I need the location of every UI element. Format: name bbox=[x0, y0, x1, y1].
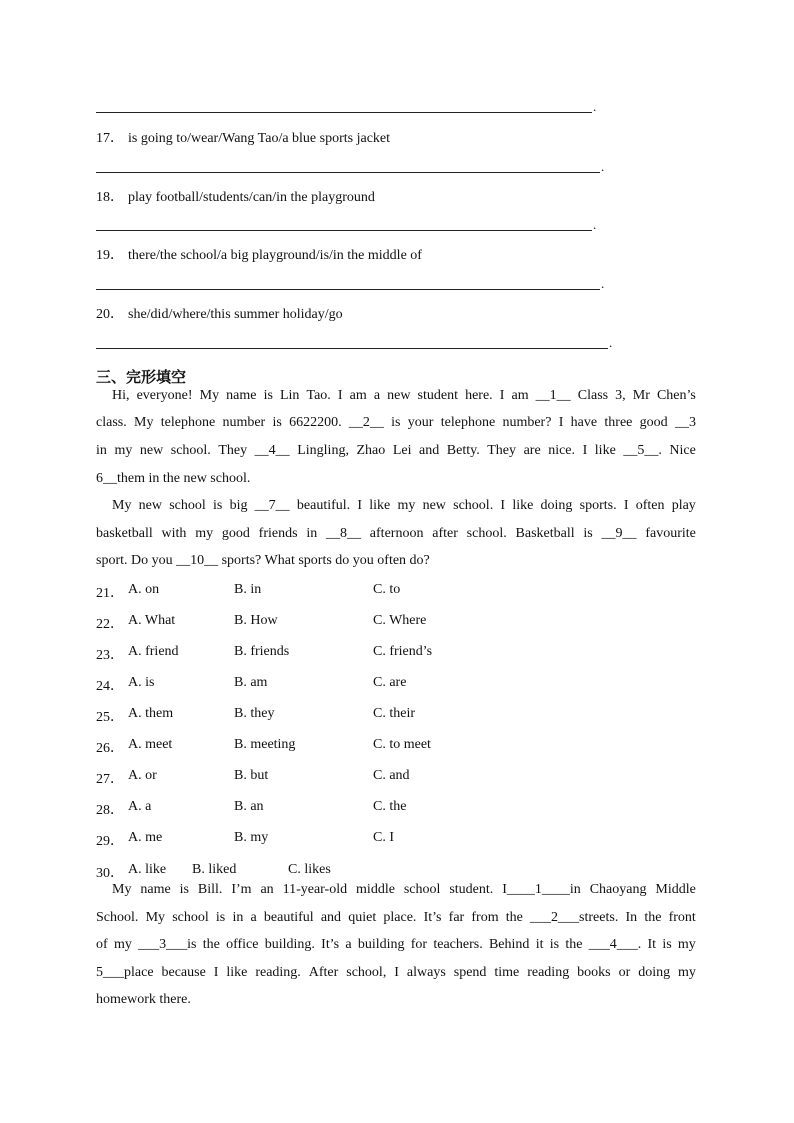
passage-word: office bbox=[226, 937, 259, 952]
passage-word: ___4___. bbox=[588, 937, 642, 952]
passage-word: middle bbox=[356, 882, 395, 897]
passage-word: __2__ bbox=[348, 415, 384, 430]
passage-word: my bbox=[677, 937, 696, 952]
passage-word: My bbox=[134, 415, 154, 430]
passage-word: beautiful bbox=[263, 910, 314, 925]
passage-word: sports. bbox=[579, 498, 617, 513]
passage-word: new bbox=[422, 498, 446, 513]
passage-word: Lei bbox=[392, 443, 412, 458]
passage-word: is bbox=[272, 415, 282, 430]
passage-word: like bbox=[226, 965, 248, 980]
passage-word: doing bbox=[540, 498, 573, 513]
passage2-line-3 bbox=[96, 937, 696, 953]
passage-word: is bbox=[215, 910, 226, 925]
passage1-line-1 bbox=[112, 388, 696, 404]
question-number: 18． bbox=[96, 190, 124, 205]
passage-word: in bbox=[306, 526, 318, 541]
passage-word: student bbox=[417, 388, 458, 403]
passage-word: is bbox=[263, 388, 273, 403]
choice-number: 29． bbox=[96, 834, 124, 849]
choice-option-c[interactable]: C. to meet bbox=[373, 737, 431, 752]
passage-word: have bbox=[570, 415, 598, 430]
passage-word: school bbox=[172, 910, 209, 925]
passage-word: I____1____in bbox=[502, 882, 581, 897]
passage-word: an bbox=[260, 882, 274, 897]
passage2-line-4 bbox=[96, 965, 696, 981]
passage-word: After bbox=[308, 965, 339, 980]
passage-word: everyone! bbox=[136, 388, 193, 403]
passage-word: spend bbox=[453, 965, 487, 980]
answer-line-16[interactable] bbox=[96, 112, 592, 113]
question-words: play football/students/can/in the playground bbox=[128, 190, 375, 205]
passage-word: the bbox=[565, 937, 583, 952]
answer-line-period: . bbox=[609, 335, 613, 350]
choice-30-number: 30． bbox=[96, 866, 124, 881]
answer-line-20[interactable] bbox=[96, 348, 608, 349]
passage-word: in bbox=[232, 910, 244, 925]
passage-word: the bbox=[202, 937, 220, 952]
passage-word: are bbox=[523, 443, 541, 458]
passage-word: number bbox=[222, 415, 266, 430]
choice-option-c[interactable]: C. Where bbox=[373, 613, 427, 628]
passage-word: My bbox=[199, 388, 220, 403]
passage-word: It bbox=[647, 937, 657, 952]
passage1-line-3 bbox=[96, 443, 696, 459]
choice-30-option-a[interactable]: A. like bbox=[128, 862, 167, 877]
passage-word: student. bbox=[449, 882, 494, 897]
passage-word: My bbox=[112, 498, 132, 513]
answer-line-17[interactable] bbox=[96, 172, 600, 173]
passage-word: Behind bbox=[488, 937, 530, 952]
passage-word: Basketball bbox=[515, 526, 575, 541]
choice-option-c[interactable]: C. their bbox=[373, 706, 415, 721]
choice-option-b[interactable]: B. in bbox=[234, 582, 262, 597]
passage-word: is bbox=[662, 937, 672, 952]
passage-word: am bbox=[349, 388, 367, 403]
passage-word: in bbox=[96, 443, 107, 458]
passage-word: like bbox=[369, 498, 391, 513]
passage-word: name bbox=[226, 388, 257, 403]
passage-word: telephone bbox=[440, 415, 496, 430]
passage-word: __8__ bbox=[326, 526, 362, 541]
choice-option-b[interactable]: B. my bbox=[234, 830, 269, 845]
passage-word: School. bbox=[96, 910, 139, 925]
passage-word: Lin bbox=[279, 388, 300, 403]
passage-word: 5___place bbox=[96, 965, 154, 980]
passage-word: Chen’s bbox=[656, 388, 696, 403]
question-number: 17． bbox=[96, 131, 124, 146]
passage-word: good bbox=[221, 526, 250, 541]
choice-option-b[interactable]: B. but bbox=[234, 768, 269, 783]
passage-word: telephone bbox=[160, 415, 216, 430]
passage-word: school. bbox=[466, 526, 507, 541]
choice-option-c[interactable]: C. I bbox=[373, 830, 394, 845]
passage-word: is bbox=[179, 882, 189, 897]
passage-word: I bbox=[582, 443, 588, 458]
passage-word: with bbox=[161, 526, 187, 541]
passage-word: afternoon bbox=[369, 526, 424, 541]
passage-word: new bbox=[138, 498, 162, 513]
section-title: 三、完形填空 bbox=[96, 368, 187, 386]
choice-option-a[interactable]: A. is bbox=[128, 675, 155, 690]
passage1-line-7: sport. Do you __10__ sports? What sports do you often do? bbox=[96, 553, 430, 568]
choice-option-a[interactable]: A. What bbox=[128, 613, 176, 628]
passage1-line-2 bbox=[96, 415, 696, 431]
passage-word: Nice bbox=[669, 443, 696, 458]
passage-word: because bbox=[161, 965, 206, 980]
passage-word: school, bbox=[346, 965, 387, 980]
passage-word: favourite bbox=[645, 526, 696, 541]
choice-option-a[interactable]: A. meet bbox=[128, 737, 173, 752]
choice-option-a[interactable]: A. them bbox=[128, 706, 174, 721]
passage-word: __3 bbox=[674, 415, 696, 430]
passage-word: Zhao bbox=[356, 443, 386, 458]
choice-number: 26． bbox=[96, 741, 124, 756]
answer-line-period: . bbox=[601, 159, 605, 174]
question-words: is going to/wear/Wang Tao/a blue sports jacket bbox=[128, 131, 391, 146]
passage-word: I bbox=[623, 498, 629, 513]
choice-number: 24． bbox=[96, 679, 124, 694]
answer-line-period: . bbox=[593, 99, 597, 114]
passage-word: __4__ bbox=[254, 443, 290, 458]
passage2-line-1 bbox=[112, 882, 696, 898]
passage-word: ___3___is bbox=[138, 937, 197, 952]
question-number: 19． bbox=[96, 248, 124, 263]
passage-word: after bbox=[432, 526, 458, 541]
passage-word: my bbox=[397, 498, 416, 513]
passage-word: building. bbox=[264, 937, 315, 952]
passage-word: It’s bbox=[423, 910, 442, 925]
passage-word: am bbox=[511, 388, 529, 403]
passage2-line-5: homework there. bbox=[96, 992, 191, 1007]
choice-30-option-c[interactable]: C. likes bbox=[288, 862, 331, 877]
passage-word: Class bbox=[577, 388, 609, 403]
passage-word: school bbox=[403, 882, 441, 897]
choice-option-b[interactable]: B. an bbox=[234, 799, 264, 814]
passage-word: __5__. bbox=[623, 443, 662, 458]
passage-word: 6622200. bbox=[289, 415, 342, 430]
question-18 bbox=[96, 186, 375, 206]
passage-word: is bbox=[549, 937, 560, 952]
passage-word: I bbox=[500, 498, 506, 513]
passage-word: new bbox=[139, 443, 164, 458]
choice-option-b[interactable]: B. meeting bbox=[234, 737, 296, 752]
choice-number: 28． bbox=[96, 803, 124, 818]
choice-option-b[interactable]: B. friends bbox=[234, 644, 290, 659]
choice-option-a[interactable]: A. or bbox=[128, 768, 157, 783]
passage-word: is bbox=[583, 526, 593, 541]
passage-word: basketball bbox=[96, 526, 153, 541]
passage-word: a bbox=[345, 937, 352, 952]
passage-word: It’s bbox=[321, 937, 340, 952]
passage-word: your bbox=[407, 415, 434, 430]
answer-line-period: . bbox=[601, 276, 605, 291]
choice-option-c[interactable]: C. the bbox=[373, 799, 407, 814]
passage-word: the bbox=[505, 910, 523, 925]
passage-word: I bbox=[499, 388, 505, 403]
passage-word: Middle bbox=[655, 882, 696, 897]
passage-word: I bbox=[558, 415, 564, 430]
passage-word: name bbox=[140, 882, 171, 897]
passage-word: and bbox=[419, 443, 440, 458]
passage-word: __1__ bbox=[535, 388, 571, 403]
passage-word: Chaoyang bbox=[589, 882, 647, 897]
choice-option-a[interactable]: A. me bbox=[128, 830, 163, 845]
choice-option-a[interactable]: A. on bbox=[128, 582, 160, 597]
choice-option-c[interactable]: C. are bbox=[373, 675, 407, 690]
passage-word: Hi, bbox=[112, 388, 130, 403]
passage-word: Tao. bbox=[306, 388, 331, 403]
passage-word: friends bbox=[258, 526, 298, 541]
passage-word: my bbox=[114, 443, 133, 458]
passage-word: here. bbox=[465, 388, 493, 403]
passage-word: a bbox=[373, 388, 381, 403]
choice-number: 22． bbox=[96, 617, 124, 632]
choice-option-c[interactable]: C. to bbox=[373, 582, 401, 597]
choice-option-c[interactable]: C. and bbox=[373, 768, 410, 783]
passage-word: front bbox=[668, 910, 696, 925]
passage-word: Betty. bbox=[446, 443, 480, 458]
choice-option-b[interactable]: B. they bbox=[234, 706, 275, 721]
passage-word: I bbox=[337, 388, 343, 403]
choice-number: 21． bbox=[96, 586, 124, 601]
passage-word: I bbox=[394, 965, 399, 980]
passage-word: far bbox=[448, 910, 465, 925]
passage-word: my bbox=[113, 937, 132, 952]
passage-word: My bbox=[145, 910, 166, 925]
passage-word: and bbox=[320, 910, 342, 925]
passage-word: always bbox=[406, 965, 446, 980]
passage-word: of bbox=[96, 937, 108, 952]
choice-number: 23． bbox=[96, 648, 124, 663]
passage-word: play bbox=[671, 498, 696, 513]
passage-word: from bbox=[471, 910, 499, 925]
passage-word: My bbox=[112, 882, 132, 897]
passage-word: or bbox=[618, 965, 631, 980]
passage-word: school. bbox=[170, 443, 211, 458]
choice-option-b[interactable]: B. How bbox=[234, 613, 278, 628]
question-number: 20． bbox=[96, 307, 124, 322]
question-17 bbox=[96, 127, 390, 147]
passage-word: books bbox=[577, 965, 611, 980]
passage-word: They bbox=[218, 443, 248, 458]
question-words: she/did/where/this summer holiday/go bbox=[128, 307, 343, 322]
answer-line-18[interactable] bbox=[96, 230, 592, 231]
passage-word: beautiful. bbox=[296, 498, 351, 513]
choice-number: 25． bbox=[96, 710, 124, 725]
question-19 bbox=[96, 244, 422, 264]
passage-word: class. bbox=[96, 415, 127, 430]
passage1-line-6 bbox=[96, 526, 696, 542]
passage-word: ___2___streets. bbox=[530, 910, 619, 925]
passage-word: Mr bbox=[632, 388, 650, 403]
passage-word: Lingling, bbox=[297, 443, 349, 458]
passage-word: it bbox=[535, 937, 544, 952]
passage1-line-4: 6__them in the new school. bbox=[96, 471, 251, 486]
passage2-line-2 bbox=[96, 910, 696, 926]
passage-word: place. bbox=[383, 910, 417, 925]
passage-word: a bbox=[250, 910, 257, 925]
choice-option-c[interactable]: C. friend’s bbox=[373, 644, 433, 659]
answer-line-period: . bbox=[593, 217, 597, 232]
passage-word: nice. bbox=[548, 443, 576, 458]
passage-word: reading bbox=[527, 965, 570, 980]
passage-word: number? bbox=[502, 415, 552, 430]
passage-word: big bbox=[229, 498, 248, 513]
passage1-line-5 bbox=[112, 498, 696, 514]
passage-word: I’m bbox=[231, 882, 252, 897]
passage-word: like bbox=[512, 498, 534, 513]
passage-word: school bbox=[169, 498, 206, 513]
passage-word: my bbox=[678, 965, 696, 980]
passage-word: three bbox=[604, 415, 633, 430]
question-words: there/the school/a big playground/is/in the middle of bbox=[128, 248, 422, 263]
passage-word: reading. bbox=[255, 965, 301, 980]
passage-word: teachers. bbox=[433, 937, 483, 952]
passage-word: doing bbox=[638, 965, 671, 980]
passage-word: often bbox=[635, 498, 665, 513]
choice-number: 27． bbox=[96, 772, 124, 787]
passage-word: building bbox=[357, 937, 405, 952]
choice-30-option-b[interactable]: B. liked bbox=[192, 862, 237, 877]
passage-word: __7__ bbox=[254, 498, 290, 513]
passage-word: my bbox=[195, 526, 214, 541]
passage-word: I bbox=[357, 498, 363, 513]
passage-word: quiet bbox=[348, 910, 377, 925]
passage-word: time bbox=[494, 965, 520, 980]
passage-word: is bbox=[391, 415, 401, 430]
passage-word: like bbox=[594, 443, 616, 458]
passage-word: 11-year-old bbox=[282, 882, 348, 897]
passage-word: is bbox=[213, 498, 223, 513]
passage-word: 3, bbox=[615, 388, 626, 403]
choice-option-a[interactable]: A. a bbox=[128, 799, 152, 814]
passage-word: Bill. bbox=[197, 882, 223, 897]
choice-option-a[interactable]: A. friend bbox=[128, 644, 179, 659]
passage-word: for bbox=[410, 937, 428, 952]
passage-word: __9__ bbox=[601, 526, 637, 541]
passage-word: They bbox=[487, 443, 517, 458]
choice-option-b[interactable]: B. am bbox=[234, 675, 268, 690]
question-20 bbox=[96, 303, 343, 323]
passage-word: school. bbox=[453, 498, 494, 513]
passage-word: good bbox=[639, 415, 668, 430]
passage-word: I bbox=[213, 965, 219, 980]
passage-word: In bbox=[625, 910, 638, 925]
passage-word: new bbox=[387, 388, 411, 403]
answer-line-19[interactable] bbox=[96, 289, 600, 290]
passage-word: the bbox=[644, 910, 662, 925]
